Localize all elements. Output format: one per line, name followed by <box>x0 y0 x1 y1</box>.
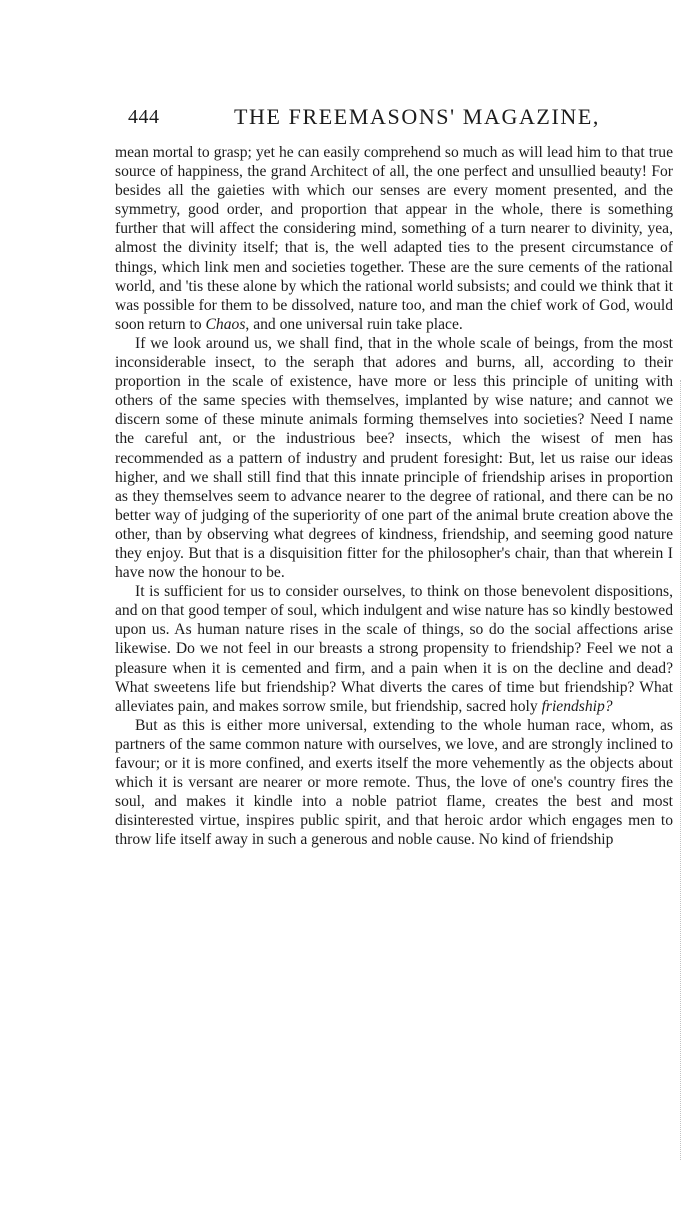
paragraph-3-text: It is sufficient for us to consider ourselves, to think on those benevolent dispositions, and on that good temper of soul, which indulgent and wise nature has so kindly bestowed upon us. As human nature rises in the scale of things, so do the social affections arise likewise. Do we not feel in our breasts a strong propensity to friendship? Feel we not a pleasure when it is cemented and firm, and a pain when it is on the decline and dead? What sweetens life but friendship? What diverts the cares of time but friendship? What alleviates pain, and makes sorrow smile, but friendship, sacred holy <box>115 583 673 715</box>
paragraph-3-italic: friendship? <box>541 697 613 715</box>
paragraph-3 <box>115 582 673 716</box>
paragraph-1-tail: , and one universal ruin take place. <box>245 315 463 333</box>
paragraph-2-text: If we look around us, we shall find, that in the whole scale of beings, from the most inconsiderable insect, to the seraph that adores and burns, all, according to their proportion in the scale of existence, have more or less this principle of uniting with others of the same species with themselves, implanted by wise nature; and cannot we discern some of these minute animals forming themselves into societies? Need I name the careful ant, or the industrious bee? insects, which the wisest of men has recommended as a pattern of industry and prudent foresight: But, let us raise our ideas higher, and we shall still find that this innate principle of friendship arises in proportion as they themselves seem to advance nearer to the degree of rational, and there can be no better way of judging of the superiority of one part of the animal brute creation above the other, than by observing what degrees of kindness, friendship, and seeming good nature they enjoy. But that is a disquisition fitter for the philosopher's chair, than that wherein I have now the honour to be. <box>115 334 673 582</box>
page-header <box>128 100 668 140</box>
page-edge-shadow <box>680 380 687 1160</box>
paragraph-1-italic: Chaos <box>205 315 246 333</box>
paragraph-2 <box>115 334 673 582</box>
page-number: 444 <box>128 106 160 128</box>
paragraph-4 <box>115 716 673 850</box>
running-title: THE FREEMASONS' MAGAZINE, <box>234 104 601 129</box>
paragraph-1-text: mean mortal to grasp; yet he can easily comprehend so much as will lead him to that true source of happiness, the grand Architect of all, the one perfect and unsullied beauty! For besides all the gaieties with which our senses are every moment presented, and the symmetry, good order, and proportion that appear in the whole, there is something further that will affect the considering mind, something of a turn nearer to divinity, yea, almost the divinity itself; that is, the well adapted ties to the present circumstance of things, which link men and societies together. These are the sure cements of the rational world, and 'tis these alone by which the rational world subsists; and could we think that it was possible for them to be dissolved, nature too, and man the chief work of God, would soon return to <box>115 144 673 333</box>
paragraph-4-text: But as this is either more universal, extending to the whole human race, whom, as partners of the same common nature with ourselves, we love, and are strongly inclined to favour; or it is more confined, and exerts itself the more vehemently as the objects about which it is versant are nearer or more remote. Thus, the love of one's country fires the soul, and makes it kindle into a noble patriot flame, creates the best and most disinterested virtue, inspires public spirit, and that heroic ardor which engages men to throw life itself away in such a generous and noble cause. No kind of friendship <box>115 716 673 849</box>
paragraph-1 <box>115 143 673 334</box>
body-text <box>115 143 673 849</box>
